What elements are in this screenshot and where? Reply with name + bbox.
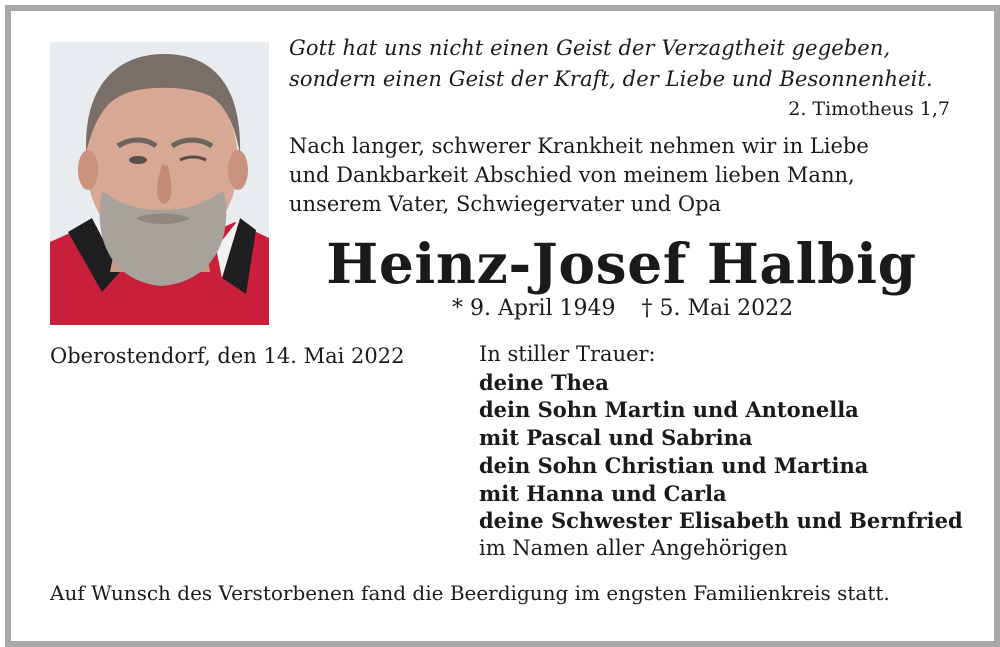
place-and-date: Oberostendorf, den 14. Mai 2022: [50, 344, 405, 368]
funeral-note: Auf Wunsch des Verstorbenen fand die Beerdigung im engsten Familienkreis statt.: [50, 581, 890, 605]
mourner-name: mit Pascal und Sabrina: [479, 425, 753, 451]
mourners-list: [479, 341, 963, 563]
mourner-name: mit Hanna und Carla: [479, 480, 727, 506]
deceased-name: Heinz-Josef Halbig: [326, 231, 917, 296]
mourners-closing: im Namen aller Angehörigen: [479, 535, 788, 560]
quote-line-2: sondern einen Geist der Kraft, der Liebe und Besonnenheit.: [289, 67, 933, 91]
mourner-name: dein Sohn Christian und Martina: [479, 452, 869, 478]
scripture-reference: 2. Timotheus 1,7: [788, 98, 950, 120]
quote-line-1: Gott hat uns nicht einen Geist der Verzagtheit gegeben,: [289, 36, 891, 60]
birth-date: * 9. April 1949: [452, 296, 616, 321]
mourner-name: deine Schwester Elisabeth und Bernfried: [479, 508, 963, 534]
mourner-name: deine Thea: [479, 369, 609, 395]
mourners-heading: In stiller Trauer:: [479, 342, 656, 366]
life-dates: [452, 294, 793, 324]
intro-line-3: unserem Vater, Schwiegervater und Opa: [289, 192, 722, 216]
intro-line-2: und Dankbarkeit Abschied von meinem lieben Mann,: [289, 163, 855, 187]
mourner-name: dein Sohn Martin und Antonella: [479, 397, 859, 423]
intro-text: [289, 132, 869, 219]
death-date: † 5. Mai 2022: [641, 296, 794, 321]
portrait-photo: [50, 42, 269, 325]
scripture-quote: [289, 33, 959, 95]
intro-line-1: Nach langer, schwerer Krankheit nehmen wir in Liebe: [289, 134, 869, 158]
